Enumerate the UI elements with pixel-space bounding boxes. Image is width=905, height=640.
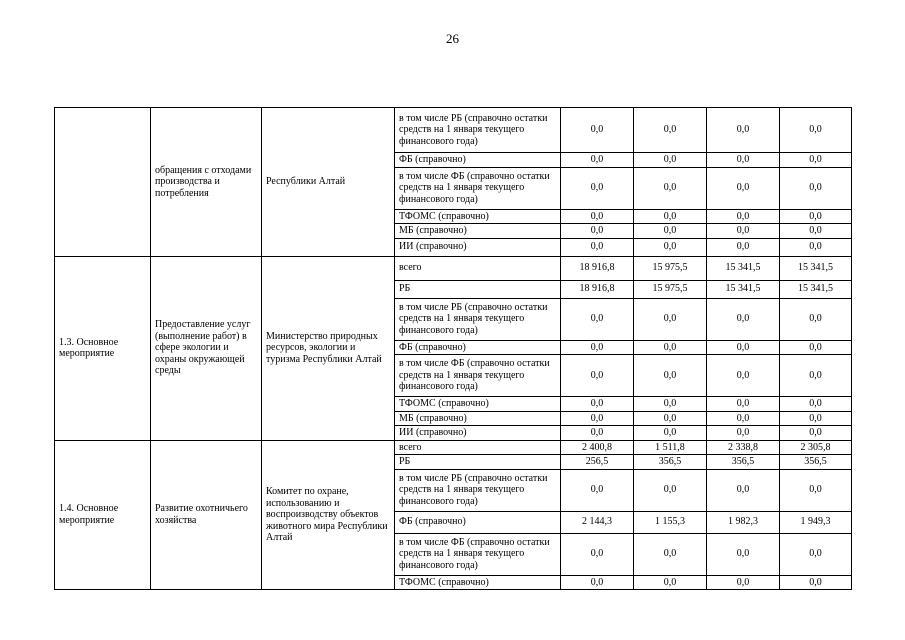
amount-cell: 0,0 bbox=[634, 209, 707, 224]
funding-source: МБ (справочно) bbox=[395, 224, 561, 239]
budget-table bbox=[54, 107, 852, 590]
amount-cell: 2 305,8 bbox=[780, 440, 852, 455]
amount-cell: 0,0 bbox=[780, 340, 852, 355]
amount-cell: 0,0 bbox=[561, 397, 634, 412]
amount-cell: 0,0 bbox=[634, 108, 707, 153]
amount-cell: 0,0 bbox=[780, 533, 852, 575]
amount-cell: 18 916,8 bbox=[561, 256, 634, 280]
amount-cell: 0,0 bbox=[561, 153, 634, 168]
funding-source: в том числе ФБ (справочно остатки средств на 1 января текущего финансового года) bbox=[395, 167, 561, 209]
amount-cell: 18 916,8 bbox=[561, 280, 634, 298]
measure-number: 1.3. Основное мероприятие bbox=[55, 256, 151, 440]
amount-cell: 0,0 bbox=[707, 397, 780, 412]
amount-cell: 1 511,8 bbox=[634, 440, 707, 455]
funding-source: ФБ (справочно) bbox=[395, 153, 561, 168]
amount-cell: 15 341,5 bbox=[780, 280, 852, 298]
amount-cell: 0,0 bbox=[707, 340, 780, 355]
amount-cell: 0,0 bbox=[561, 108, 634, 153]
amount-cell: 2 400,8 bbox=[561, 440, 634, 455]
amount-cell: 0,0 bbox=[634, 411, 707, 426]
amount-cell: 15 341,5 bbox=[707, 256, 780, 280]
funding-source: РБ bbox=[395, 280, 561, 298]
amount-cell: 0,0 bbox=[634, 167, 707, 209]
measure-number: 1.4. Основное мероприятие bbox=[55, 440, 151, 590]
amount-cell: 0,0 bbox=[561, 426, 634, 441]
funding-source: в том числе ФБ (справочно остатки средств на 1 января текущего финансового года) bbox=[395, 533, 561, 575]
amount-cell: 0,0 bbox=[707, 167, 780, 209]
funding-source: в том числе РБ (справочно остатки средств на 1 января текущего финансового года) bbox=[395, 298, 561, 340]
amount-cell: 0,0 bbox=[561, 355, 634, 397]
measure-executor: Республики Алтай bbox=[262, 108, 395, 257]
amount-cell: 0,0 bbox=[634, 238, 707, 256]
amount-cell: 0,0 bbox=[561, 533, 634, 575]
page-number: 26 bbox=[446, 31, 459, 46]
amount-cell: 0,0 bbox=[780, 397, 852, 412]
measure-number bbox=[55, 108, 151, 257]
amount-cell: 1 982,3 bbox=[707, 511, 780, 533]
amount-cell: 0,0 bbox=[707, 469, 780, 511]
measure-executor: Министерство природных ресурсов, экологии и туризма Республики Алтай bbox=[262, 256, 395, 440]
amount-cell: 0,0 bbox=[707, 298, 780, 340]
table-row bbox=[55, 440, 852, 455]
amount-cell: 0,0 bbox=[780, 355, 852, 397]
funding-source: ТФОМС (справочно) bbox=[395, 575, 561, 590]
amount-cell: 15 341,5 bbox=[780, 256, 852, 280]
amount-cell: 0,0 bbox=[707, 355, 780, 397]
amount-cell: 0,0 bbox=[780, 426, 852, 441]
amount-cell: 0,0 bbox=[707, 153, 780, 168]
measure-name: Развитие охотничьего хозяйства bbox=[151, 440, 262, 590]
funding-source: ИИ (справочно) bbox=[395, 426, 561, 441]
amount-cell: 0,0 bbox=[780, 575, 852, 590]
amount-cell: 0,0 bbox=[561, 224, 634, 239]
amount-cell: 0,0 bbox=[780, 469, 852, 511]
funding-source: РБ bbox=[395, 455, 561, 470]
measure-executor: Комитет по охране, использованию и воспроизводству объектов животного мира Республики Алтай bbox=[262, 440, 395, 590]
table-row bbox=[55, 256, 852, 280]
amount-cell: 0,0 bbox=[707, 533, 780, 575]
amount-cell: 0,0 bbox=[780, 298, 852, 340]
funding-source: в том числе ФБ (справочно остатки средств на 1 января текущего финансового года) bbox=[395, 355, 561, 397]
amount-cell: 0,0 bbox=[707, 426, 780, 441]
amount-cell: 0,0 bbox=[561, 411, 634, 426]
amount-cell: 0,0 bbox=[780, 209, 852, 224]
amount-cell: 0,0 bbox=[561, 298, 634, 340]
amount-cell: 0,0 bbox=[561, 167, 634, 209]
amount-cell: 0,0 bbox=[634, 224, 707, 239]
amount-cell: 0,0 bbox=[634, 355, 707, 397]
funding-source: в том числе РБ (справочно остатки средств на 1 января текущего финансового года) bbox=[395, 108, 561, 153]
measure-name: Предоставление услуг (выполнение работ) в сфере экологии и охраны окружающей среды bbox=[151, 256, 262, 440]
amount-cell: 0,0 bbox=[634, 426, 707, 441]
funding-source: всего bbox=[395, 440, 561, 455]
table-row bbox=[55, 108, 852, 153]
funding-source: ТФОМС (справочно) bbox=[395, 397, 561, 412]
amount-cell: 1 949,3 bbox=[780, 511, 852, 533]
amount-cell: 0,0 bbox=[561, 575, 634, 590]
amount-cell: 0,0 bbox=[780, 167, 852, 209]
amount-cell: 0,0 bbox=[707, 411, 780, 426]
amount-cell: 0,0 bbox=[634, 533, 707, 575]
amount-cell: 0,0 bbox=[561, 209, 634, 224]
amount-cell: 0,0 bbox=[707, 224, 780, 239]
amount-cell: 15 975,5 bbox=[634, 256, 707, 280]
amount-cell: 0,0 bbox=[634, 340, 707, 355]
amount-cell: 0,0 bbox=[780, 238, 852, 256]
amount-cell: 0,0 bbox=[634, 469, 707, 511]
amount-cell: 0,0 bbox=[780, 108, 852, 153]
funding-source: ФБ (справочно) bbox=[395, 340, 561, 355]
funding-source: МБ (справочно) bbox=[395, 411, 561, 426]
amount-cell: 0,0 bbox=[707, 575, 780, 590]
amount-cell: 0,0 bbox=[634, 153, 707, 168]
amount-cell: 15 975,5 bbox=[634, 280, 707, 298]
amount-cell: 0,0 bbox=[634, 575, 707, 590]
amount-cell: 356,5 bbox=[780, 455, 852, 470]
measure-name: обращения с отходами производства и потребления bbox=[151, 108, 262, 257]
amount-cell: 0,0 bbox=[707, 238, 780, 256]
funding-source: ФБ (справочно) bbox=[395, 511, 561, 533]
amount-cell: 256,5 bbox=[561, 455, 634, 470]
amount-cell: 0,0 bbox=[780, 153, 852, 168]
funding-source: в том числе РБ (справочно остатки средств на 1 января текущего финансового года) bbox=[395, 469, 561, 511]
amount-cell: 0,0 bbox=[634, 397, 707, 412]
funding-source: ТФОМС (справочно) bbox=[395, 209, 561, 224]
amount-cell: 356,5 bbox=[634, 455, 707, 470]
amount-cell: 15 341,5 bbox=[707, 280, 780, 298]
amount-cell: 0,0 bbox=[707, 108, 780, 153]
amount-cell: 356,5 bbox=[707, 455, 780, 470]
amount-cell: 0,0 bbox=[561, 469, 634, 511]
amount-cell: 0,0 bbox=[634, 298, 707, 340]
amount-cell: 1 155,3 bbox=[634, 511, 707, 533]
funding-source: ИИ (справочно) bbox=[395, 238, 561, 256]
funding-source: всего bbox=[395, 256, 561, 280]
amount-cell: 0,0 bbox=[707, 209, 780, 224]
amount-cell: 0,0 bbox=[561, 340, 634, 355]
amount-cell: 2 338,8 bbox=[707, 440, 780, 455]
amount-cell: 2 144,3 bbox=[561, 511, 634, 533]
amount-cell: 0,0 bbox=[561, 238, 634, 256]
amount-cell: 0,0 bbox=[780, 411, 852, 426]
amount-cell: 0,0 bbox=[780, 224, 852, 239]
